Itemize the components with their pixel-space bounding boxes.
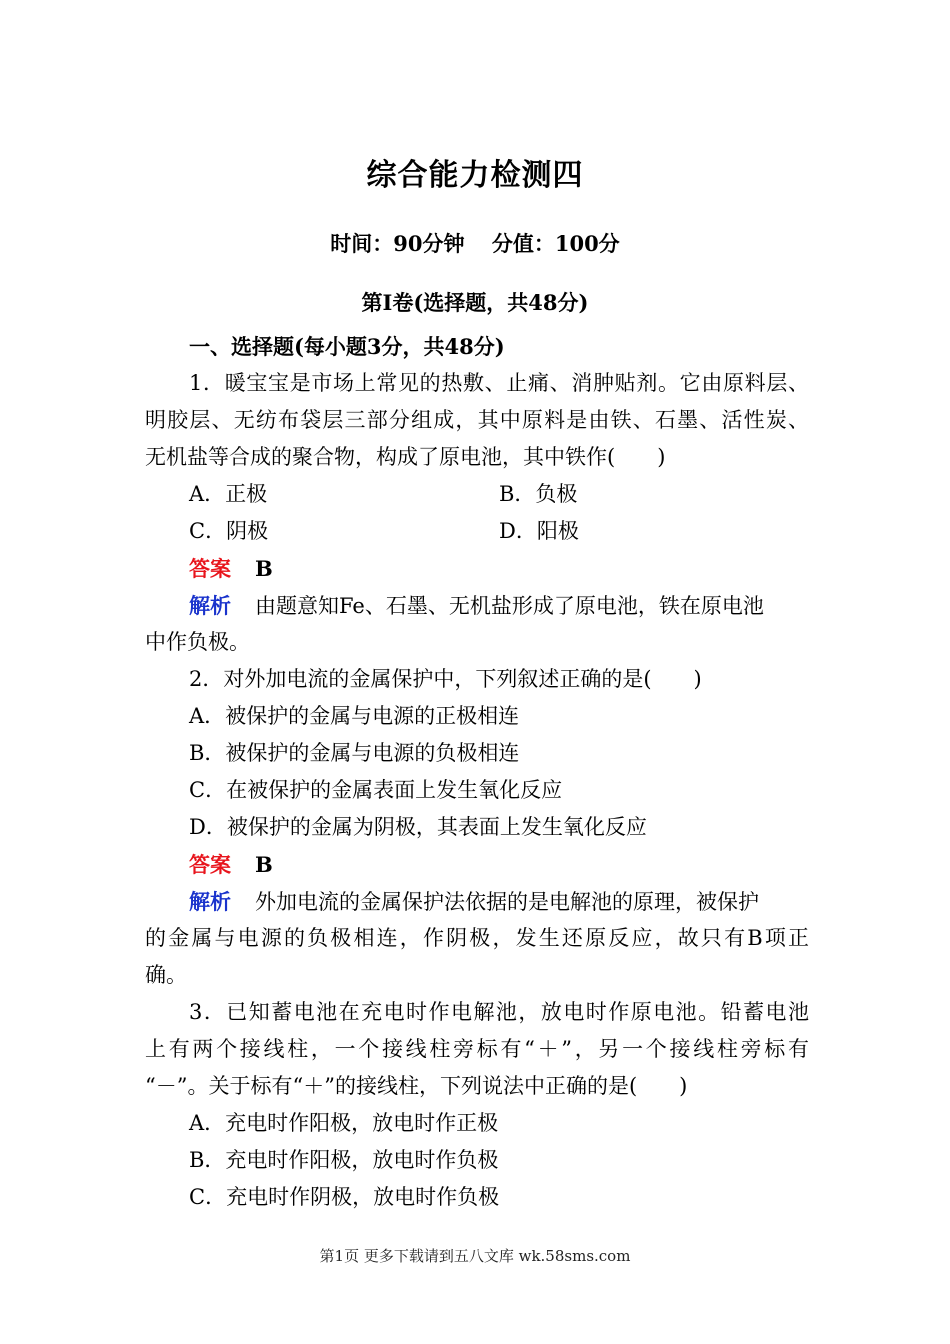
q1-answer-label: 答案 — [189, 556, 231, 581]
exam-meta — [0, 228, 950, 258]
q3-line-1: 3．已知蓄电池在充电时作电解池，放电时作原电池。铅蓄电池 — [189, 1000, 809, 1024]
q1-option-c: C．阴极 — [189, 519, 269, 543]
page-title: 综合能力检测四 — [366, 158, 584, 193]
q1-analysis-label: 解析 — [189, 593, 231, 618]
q1-line-2: 明胶层、无纺布袋层三部分组成，其中原料是由铁、石墨、活性炭、 — [145, 408, 809, 432]
q3-option-c: C．充电时作阴极，放电时作负极 — [189, 1185, 500, 1209]
q2-analysis-label: 解析 — [189, 889, 231, 914]
q1-analysis-text-1: 由题意知Fe、石墨、无机盐形成了原电池，铁在原电池 — [255, 594, 764, 618]
q3-option-a: A．充电时作阳极，放电时作正极 — [189, 1111, 499, 1135]
q1-analysis-line-1 — [145, 587, 809, 624]
q2-analysis-text-1: 外加电流的金属保护法依据的是电解池的原理，被保护 — [255, 890, 759, 914]
q1-options-row-1 — [145, 476, 809, 513]
q2-answer-label: 答案 — [189, 852, 231, 877]
q2-option-c: C．在被保护的金属表面上发生氧化反应 — [189, 778, 563, 802]
q3-line-3: “－”。关于标有“＋”的接线柱，下列说法中正确的是( ) — [145, 1074, 688, 1098]
q2-analysis-line-1 — [145, 883, 809, 920]
q1-option-b: B．负极 — [499, 482, 578, 506]
q2-stem: 2．对外加电流的金属保护中，下列叙述正确的是( ) — [189, 667, 702, 691]
part-header: 一、选择题(每小题3分，共48分) — [189, 334, 505, 359]
q1-answer-value: B — [255, 556, 273, 581]
q2-option-b: B．被保护的金属与电源的负极相连 — [189, 741, 520, 765]
q1-answer — [145, 550, 809, 587]
q3-option-b: B．充电时作阳极，放电时作负极 — [189, 1148, 499, 1172]
q3-line-2: 上有两个接线柱，一个接线柱旁标有“＋”，另一个接线柱旁标有 — [145, 1037, 809, 1061]
q2-analysis-line-3: 确。 — [145, 963, 187, 987]
exam-score: 分值：100分 — [491, 231, 620, 256]
page-footer: 第1页 更多下载请到五八文库 wk.58sms.com — [319, 1247, 631, 1265]
q2-option-a: A．被保护的金属与电源的正极相连 — [189, 704, 520, 728]
q1-options-row-2 — [145, 513, 809, 550]
q2-analysis-line-2: 的金属与电源的负极相连，作阴极，发生还原反应，故只有B项正 — [145, 926, 809, 950]
q1-line-3: 无机盐等合成的聚合物，构成了原电池，其中铁作( ) — [145, 445, 666, 469]
exam-time: 时间：90分钟 — [330, 231, 465, 256]
q2-answer — [145, 846, 809, 883]
q1-option-d: D．阳极 — [499, 519, 579, 543]
q1-line-1: 1．暖宝宝是市场上常见的热敷、止痛、消肿贴剂。它由原料层、 — [189, 371, 809, 395]
section-header: 第Ⅰ卷(选择题，共48分) — [361, 290, 589, 315]
q2-option-d: D．被保护的金属为阴极，其表面上发生氧化反应 — [189, 815, 647, 839]
q1-option-a: A．正极 — [189, 482, 268, 506]
q2-answer-value: B — [255, 852, 273, 877]
q1-analysis-line-2: 中作负极。 — [145, 630, 250, 654]
content — [145, 328, 809, 1216]
